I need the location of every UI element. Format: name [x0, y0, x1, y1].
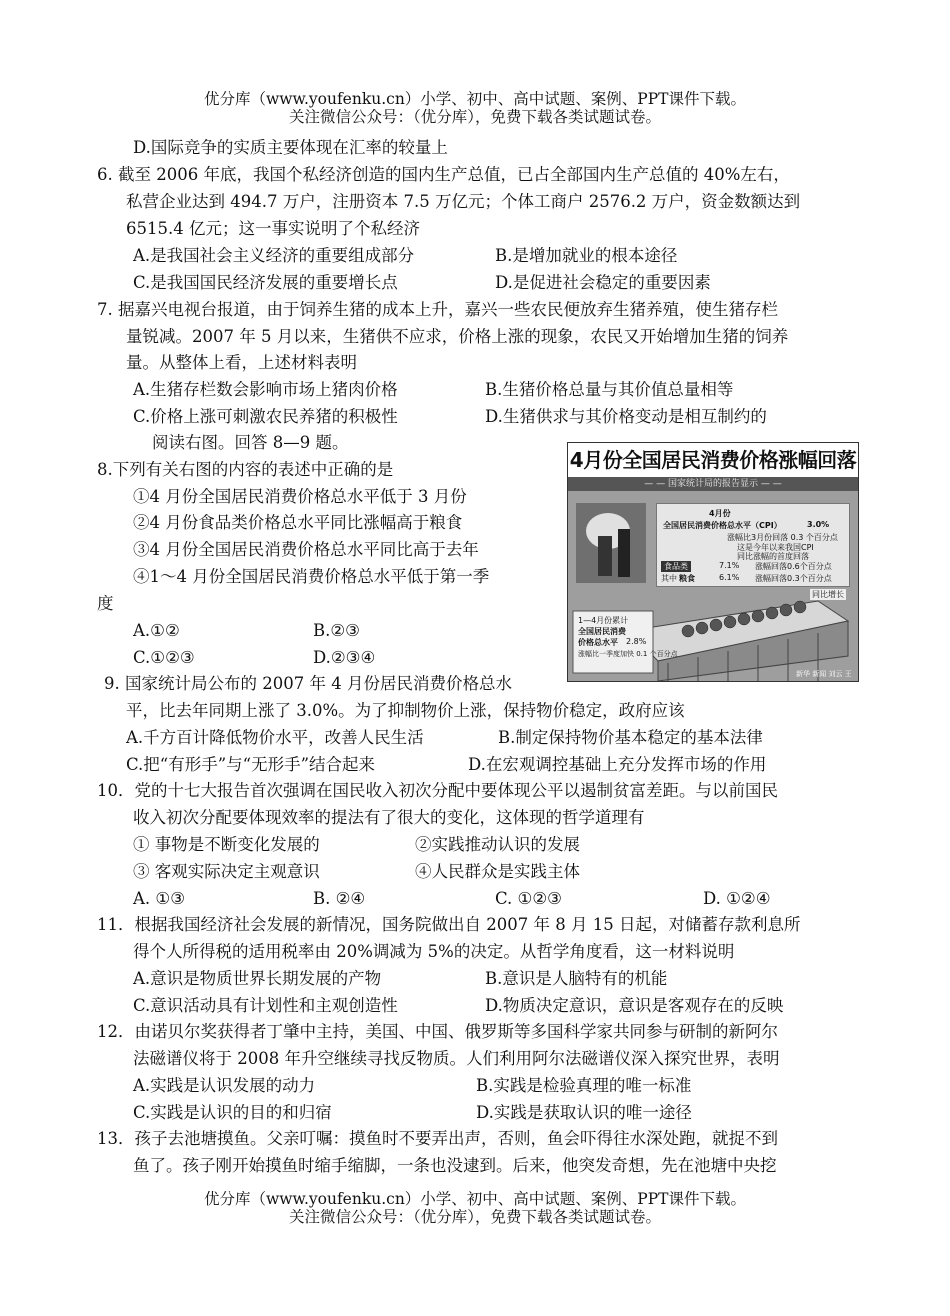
q12-option-c: C.实践是认识的目的和归宿	[133, 1103, 332, 1122]
q12-option-d: D.实践是获取认识的唯一途径	[476, 1103, 692, 1122]
q10-option-a: A. ①③	[133, 889, 185, 908]
q12-option-a: A.实践是认识发展的动力	[133, 1076, 316, 1095]
q10-item-1: ① 事物是不断变化发展的	[133, 835, 320, 854]
infographic-title: 4月份全国居民消费价格涨幅回落	[568, 443, 858, 477]
q6-option-c: C.是我国国民经济发展的重要增长点	[133, 273, 398, 292]
q6-option-b: B.是增加就业的根本途径	[495, 246, 678, 265]
q10-item-3: ③ 客观实际决定主观意识	[133, 862, 320, 881]
legend-label: 同比增长	[812, 590, 844, 599]
q7-option-b: B.生猪价格总量与其价值总量相等	[485, 380, 734, 399]
page-footer	[0, 1190, 950, 1226]
panel-grain-note: 涨幅回落0.3个百分点	[755, 574, 832, 583]
q8-option-d: D.②③④	[313, 648, 376, 667]
q9-option-d: D.在宏观调控基础上充分发挥市场的作用	[468, 755, 767, 774]
q8-item-4: ④1～4 月份全国居民消费价格总水平低于第一季	[133, 567, 490, 586]
q13-stem-line-2: 鱼了。孩子刚开始摸鱼时缩手缩脚，一条也没逮到。后来，他突发奇想，先在池塘中央挖	[133, 1156, 777, 1175]
infographic-subtitle: — — 国家统计局的报告显示 — —	[568, 477, 858, 491]
q9-stem-line-1: 9. 国家统计局公布的 2007 年 4 月份居民消费价格总水	[104, 674, 512, 693]
q10-option-c: C. ①②③	[495, 889, 562, 908]
q6-option-d: D.是促进社会稳定的重要因素	[495, 273, 711, 292]
q10-stem-line-2: 收入初次分配要体现效率的提法有了很大的变化，这体现的哲学道理有	[133, 808, 645, 827]
panel-grain-value: 6.1%	[719, 573, 740, 582]
footer-line-1: 优分库（www.youfenku.cn）小学、初中、高中试题、案例、PPT课件下载。	[203, 1190, 747, 1208]
q8-option-a: A.①②	[133, 621, 180, 640]
panel-food-value: 7.1%	[719, 561, 740, 570]
q8-item-1: ①4 月份全国居民消费价格总水平低于 3 月份	[133, 487, 467, 506]
q7-option-d: D.生猪供求与其价格变动是相互制约的	[485, 407, 767, 426]
q6-option-a: A.是我国社会主义经济的重要组成部分	[133, 246, 415, 265]
footer-line-2: 关注微信公众号：（优分库），免费下载各类试题试卷。	[288, 1208, 661, 1226]
cum-line-2: 全国居民消费	[578, 627, 626, 636]
q7-stem-line-2: 量锐减。2007 年 5 月以来，生猪供不应求，价格上涨的现象，农民又开始增加生猪的饲养	[126, 327, 789, 346]
q8-option-b: B.②③	[313, 621, 360, 640]
page-header	[0, 90, 950, 126]
q7-stem-line-3: 量。从整体上看，上述材料表明	[126, 353, 357, 372]
cpi-panel	[656, 503, 850, 587]
infographic-body	[568, 491, 858, 681]
q11-option-a: A.意识是物质世界长期发展的产物	[133, 969, 382, 988]
q8-item-4-cont: 度	[97, 594, 114, 613]
q9-stem-line-2: 平，比去年同期上涨了 3.0%。为了抑制物价上涨，保持物价稳定，政府应该	[126, 701, 685, 720]
q11-stem-line-1: 11．根据我国经济社会发展的新情况，国务院做出自 2007 年 8 月 15 日起，对储蓄存款利息所	[97, 915, 801, 934]
q7-option-a: A.生猪存栏数会影响市场上猪肉价格	[133, 380, 398, 399]
q10-item-2: ②实践推动认识的发展	[415, 835, 580, 854]
header-line-1: 优分库（www.youfenku.cn）小学、初中、高中试题、案例、PPT课件下载。	[203, 90, 747, 108]
q6-stem-line-2: 私营企业达到 494.7 万户，注册资本 7.5 万亿元；个体工商户 2576.2 万户，资金数额达到	[126, 192, 801, 211]
q6-stem-line-3: 6515.4 亿元；这一事实说明了个私经济	[126, 219, 420, 238]
panel-note-1: 涨幅比3月份回落 0.3 个百分点	[727, 533, 838, 542]
q12-stem-line-2: 法磁谱仪将于 2008 年升空继续寻找反物质。人们利用阿尔法磁谱仪深入探究世界，表明	[133, 1049, 780, 1068]
q9-option-c: C.把“有形手”与“无形手”结合起来	[126, 755, 376, 774]
header-line-2: 关注微信公众号：（优分库），免费下载各类试题试卷。	[288, 108, 661, 126]
q12-option-b: B.实践是检验真理的唯一标准	[476, 1076, 692, 1095]
q10-stem-line-1: 10．党的十七大报告首次强调在国民收入初次分配中要体现公平以遏制贫富差距。与以前国民	[97, 781, 778, 800]
cum-note: 涨幅比一季度加快 0.1 个百分点	[578, 650, 678, 658]
q8-option-c: C.①②③	[133, 648, 195, 667]
q6-stem-line-1: 6. 截至 2006 年底，我国个私经济创造的国内生产总值，已占全部国内生产总值的 40%左右，	[97, 165, 790, 184]
q10-option-b: B. ②④	[313, 889, 366, 908]
q13-stem-line-1: 13．孩子去池塘摸鱼。父亲叮嘱：摸鱼时不要弄出声，否则，鱼会吓得往水深处跑，就捉不到	[97, 1129, 778, 1148]
q8-item-3: ③4 月份全国居民消费价格总水平同比高于去年	[133, 540, 479, 559]
q7-option-c: C.价格上涨可刺激农民养猪的积极性	[133, 407, 398, 426]
panel-food-note: 涨幅回落0.6个百分点	[755, 562, 832, 571]
q11-stem-line-2: 得个人所得税的适用税率由 20%调减为 5%的决定。从哲学角度看，这一材料说明	[133, 942, 735, 961]
q8-stem: 8.下列有关右图的内容的表述中正确的是	[97, 460, 394, 479]
q8-item-2: ②4 月份食品类价格总水平同比涨幅高于粮食	[133, 513, 463, 532]
panel-grain-prefix: 其中	[661, 574, 677, 583]
q7-stem-line-1: 7. 据嘉兴电视台报道，由于饲养生猪的成本上升，嘉兴一些农民便放弃生猪养殖，使生猪存栏	[97, 300, 778, 319]
panel-note-3: 同比涨幅的首度回落	[737, 552, 809, 561]
cpi-infographic	[567, 442, 859, 682]
cum-line-3: 价格总水平	[578, 638, 618, 647]
panel-grain-label: 粮食	[679, 574, 695, 583]
q12-stem-line-1: 12．由诺贝尔奖获得者丁肇中主持，美国、中国、俄罗斯等多国科学家共同参与研制的新阿尔	[97, 1022, 778, 1041]
q5-option-d: D.国际竞争的实质主要体现在汇率的较量上	[133, 138, 448, 157]
panel-food-label: 食品类	[661, 561, 691, 572]
cum-value: 2.8%	[626, 637, 647, 646]
q8-intro: 阅读右图。回答 8—9 题。	[152, 433, 349, 452]
panel-cpi-value: 3.0%	[807, 520, 830, 529]
q9-option-a: A.千方百计降低物价水平，改善人民生活	[126, 728, 424, 747]
panel-cpi-label: 全国居民消费价格总水平（CPI）	[663, 521, 782, 530]
q9-option-b: B.制定保持物价基本稳定的基本法律	[498, 728, 763, 747]
q11-option-b: B.意识是人脑特有的机能	[485, 969, 668, 988]
cum-line-1: 1—4月份累计	[578, 616, 629, 625]
panel-month: 4月份	[709, 509, 731, 518]
q10-item-4: ④人民群众是实践主体	[415, 862, 580, 881]
panel-note-2: 这是今年以来我国CPI	[737, 543, 814, 552]
figure-credit: 新华 新闻 刘云 王	[796, 670, 852, 678]
q11-option-d: D.物质决定意识，意识是客观存在的反映	[485, 996, 784, 1015]
q11-option-c: C.意识活动具有计划性和主观创造性	[133, 996, 398, 1015]
q10-option-d: D. ①②④	[703, 889, 771, 908]
